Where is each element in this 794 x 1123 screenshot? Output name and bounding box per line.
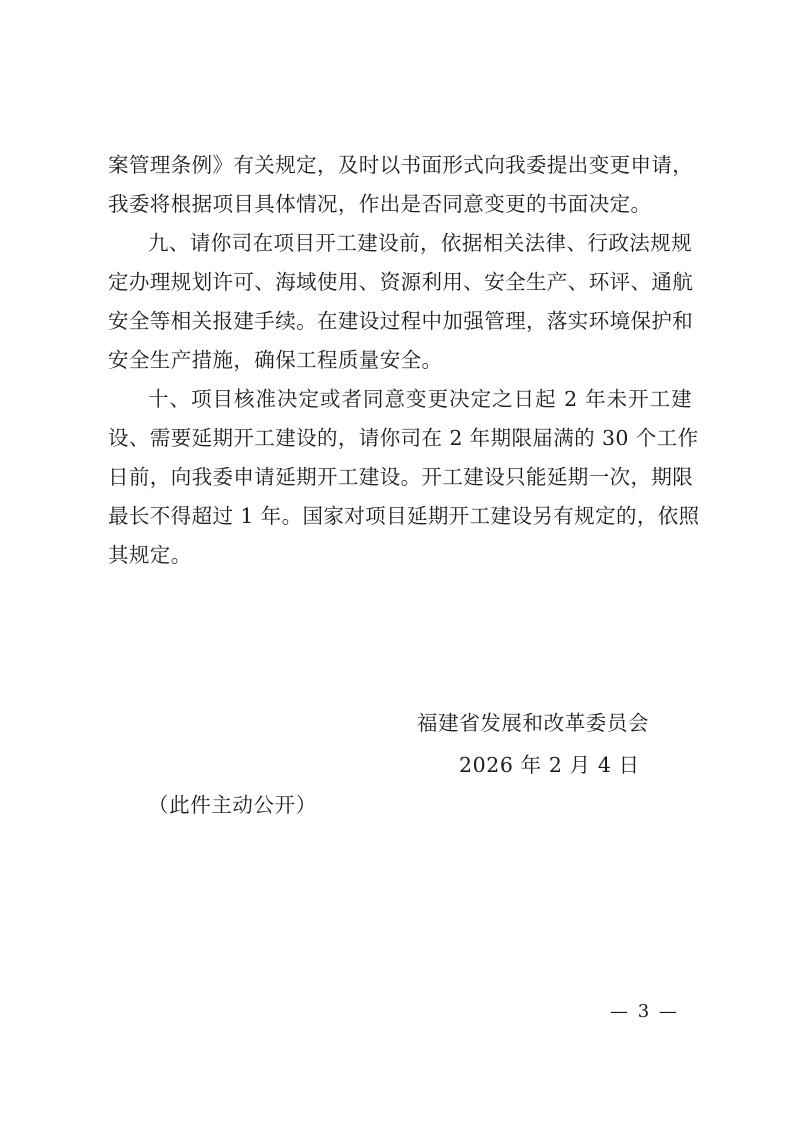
body-line: 安全生产措施，确保工程质量安全。: [108, 348, 443, 372]
body-line: 案管理条例》有关规定，及时以书面形式向我委提出变更申请，: [108, 153, 694, 177]
signing-organization: 福建省发展和改革委员会: [417, 711, 650, 735]
paragraph-ten-first-line: 十、项目核准决定或者同意变更决定之日起 2 年未开工建: [148, 387, 692, 411]
body-line: 设、需要延期开工建设的，请你司在 2 年期限届满的 30 个工作: [108, 426, 699, 450]
paragraph-nine-first-line: 九、请你司在项目开工建设前，依据相关法律、行政法规规: [148, 231, 692, 255]
disclosure-note: （此件主动公开）: [148, 793, 317, 817]
body-line: 安全等相关报建手续。在建设过程中加强管理，落实环境保护和: [108, 309, 694, 333]
page-number: — 3 —: [610, 1001, 679, 1022]
body-line: 我委将根据项目具体情况，作出是否同意变更的书面决定。: [108, 192, 652, 216]
body-line: 最长不得超过 1 年。国家对项目延期开工建设另有规定的，依照: [108, 504, 700, 528]
signing-date: 2026 年 2 月 4 日: [459, 753, 640, 777]
body-line: 定办理规划许可、海域使用、资源利用、安全生产、环评、通航: [108, 270, 694, 294]
body-line: 其规定。: [108, 543, 192, 567]
body-line: 日前，向我委申请延期开工建设。开工建设只能延期一次，期限: [108, 465, 694, 489]
